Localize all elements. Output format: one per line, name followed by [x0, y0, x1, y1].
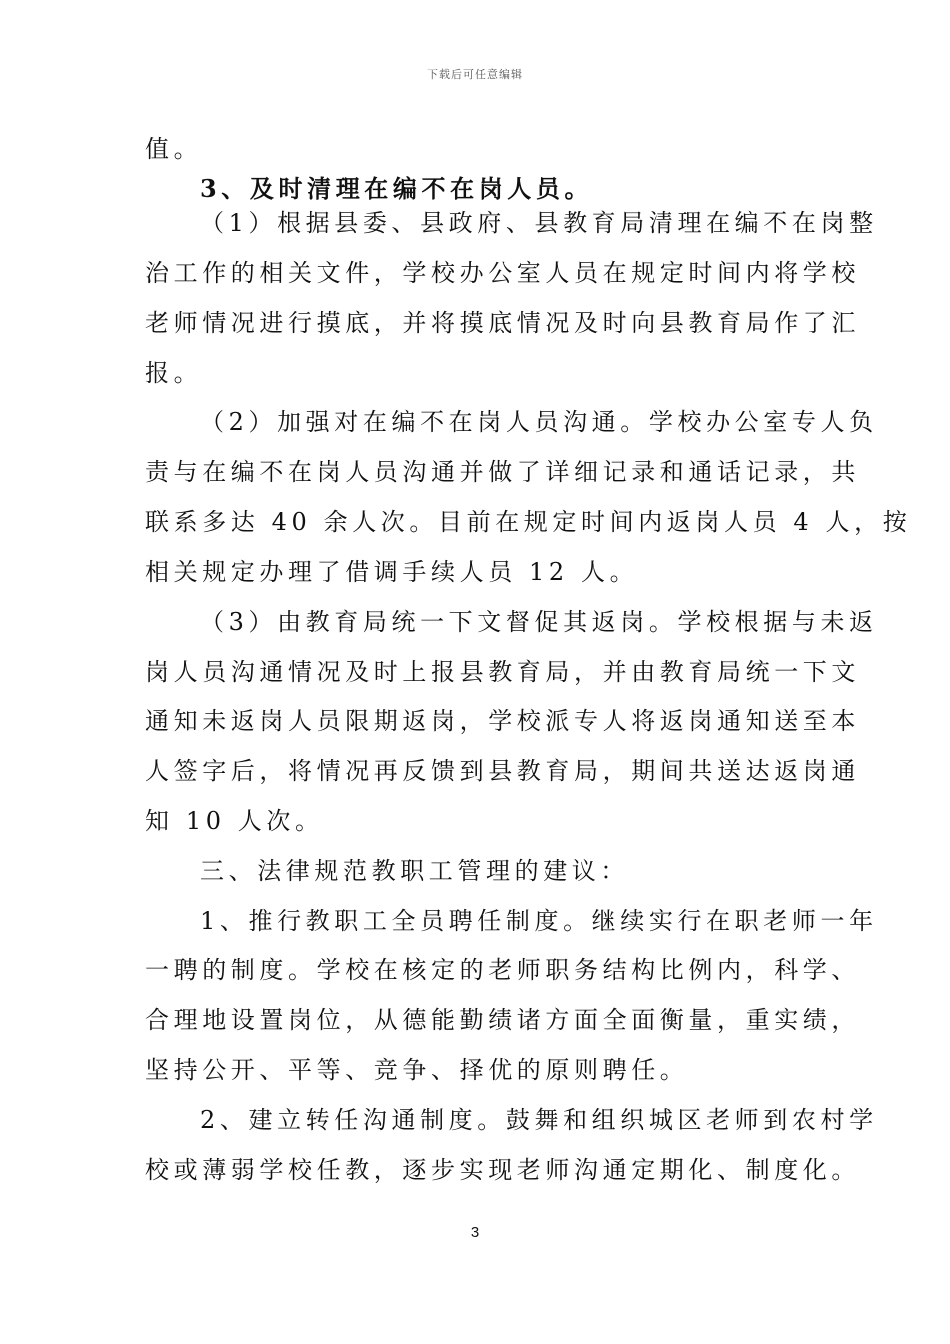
text-line: 人签字后，将情况再反馈到县教育局，期间共送达返岗通	[145, 757, 860, 785]
text-line: 通知未返岗人员限期返岗，学校派专人将返岗通知送至本	[145, 707, 860, 735]
text-line: 知 10 人次。	[145, 807, 324, 835]
text-line: （1）根据县委、县政府、县教育局清理在编不在岗整	[200, 209, 878, 237]
text-line: 2、建立转任沟通制度。鼓舞和组织城区老师到农村学	[200, 1106, 878, 1134]
text-line: 老师情况进行摸底，并将摸底情况及时向县教育局作了汇	[145, 309, 860, 337]
text-line: 报。	[145, 359, 203, 387]
text-line: 责与在编不在岗人员沟通并做了详细记录和通话记录，共	[145, 458, 860, 486]
section-heading: 三、法律规范教职工管理的建议：	[200, 857, 629, 885]
text-line: 坚持公开、平等、竞争、择优的原则聘任。	[145, 1056, 689, 1084]
text-line: 值。	[145, 135, 203, 163]
text-line: 校或薄弱学校任教，逐步实现老师沟通定期化、制度化。	[145, 1156, 860, 1184]
section-heading: 3、及时清理在编不在岗人员。	[200, 174, 594, 203]
page-number: 3	[470, 1224, 480, 1241]
page-header: 下载后可任意编辑	[427, 68, 523, 81]
text-line: （3）由教育局统一下文督促其返岗。学校根据与未返	[200, 608, 878, 636]
text-line: （2）加强对在编不在岗人员沟通。学校办公室专人负	[200, 408, 878, 436]
text-line: 1、推行教职工全员聘任制度。继续实行在职老师一年	[200, 907, 878, 935]
text-line: 一聘的制度。学校在核定的老师职务结构比例内，科学、	[145, 956, 860, 984]
text-line: 相关规定办理了借调手续人员 12 人。	[145, 558, 639, 586]
text-line: 治工作的相关文件，学校办公室人员在规定时间内将学校	[145, 259, 860, 287]
text-line: 联系多达 40 余人次。目前在规定时间内返岗人员 4 人，按	[145, 508, 912, 536]
text-line: 合理地设置岗位，从德能勤绩诸方面全面衡量，重实绩，	[145, 1006, 860, 1034]
text-line: 岗人员沟通情况及时上报县教育局，并由教育局统一下文	[145, 658, 860, 686]
